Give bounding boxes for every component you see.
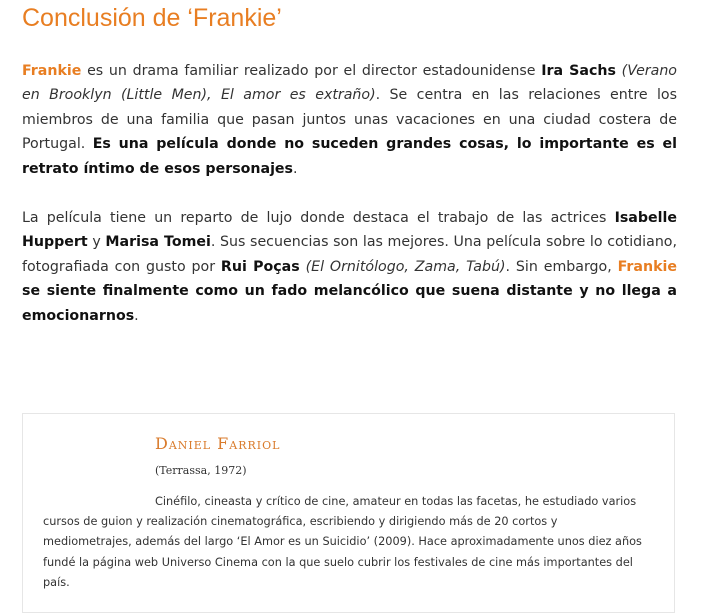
- actress-name: Marisa Tomei: [105, 234, 211, 251]
- text-span: .: [293, 160, 298, 177]
- paragraph-cast: [22, 206, 677, 328]
- author-box: [22, 413, 675, 613]
- text-span: y: [87, 234, 106, 251]
- text-span: . Sus secuencias son las mejores. Una película sobre lo cotidiano, fotografiada con gusto por: [22, 234, 677, 275]
- author-name[interactable]: Daniel Farriol: [155, 434, 281, 453]
- film-link-frankie[interactable]: Frankie: [22, 63, 82, 79]
- film-link-frankie[interactable]: Frankie: [617, 258, 678, 275]
- text-span: es un drama familiar realizado por el director estadounidense: [81, 63, 542, 79]
- filmography-note: (El Ornitólogo, Zama, Tabú): [305, 258, 506, 275]
- text-span: .: [134, 307, 139, 324]
- text-span: . Sin embargo,: [505, 258, 618, 275]
- text-span: . Se centra en las relaciones entre los miembros de una familia que pasan juntos unas vacaciones en una ciudad costera de Portugal.: [22, 87, 677, 153]
- paragraph-intro: [22, 59, 677, 181]
- emphasis-text: Es una película donde no suceden grandes cosas, lo importante es el retrato íntimo de esos personajes: [22, 136, 678, 177]
- text-span: La película tiene un reparto de lujo donde destaca el trabajo de las actrices: [22, 210, 615, 226]
- emphasis-text: se siente finalmente como un fado melancólico que suena distante y no llega a emocionarnos: [22, 283, 677, 324]
- article-title: Conclusión de ‘Frankie’: [22, 4, 282, 32]
- cinematographer-name: Rui Poças: [220, 258, 300, 275]
- actress-name: Isabelle Huppert: [22, 210, 677, 251]
- filmography-note: (Verano en Brooklyn (Little Men), El amor es extraño): [22, 63, 677, 104]
- director-name: Ira Sachs: [541, 63, 616, 79]
- author-bio: Cinéfilo, cineasta y crítico de cine, amateur en todas las facetas, he estudiado varios cursos de guion y realización cinematográfica, escribiendo y dirigiendo más de 20 cortos y mediometrajes, además del largo ‘El Amor es un Suicidio’ (2009). Hace aproximadamente unos diez años fundé la página web Universo Cinema con la que suelo cubrir los festivales de cine más importantes del país.: [43, 495, 642, 589]
- author-origin: (Terrassa, 1972): [155, 464, 247, 477]
